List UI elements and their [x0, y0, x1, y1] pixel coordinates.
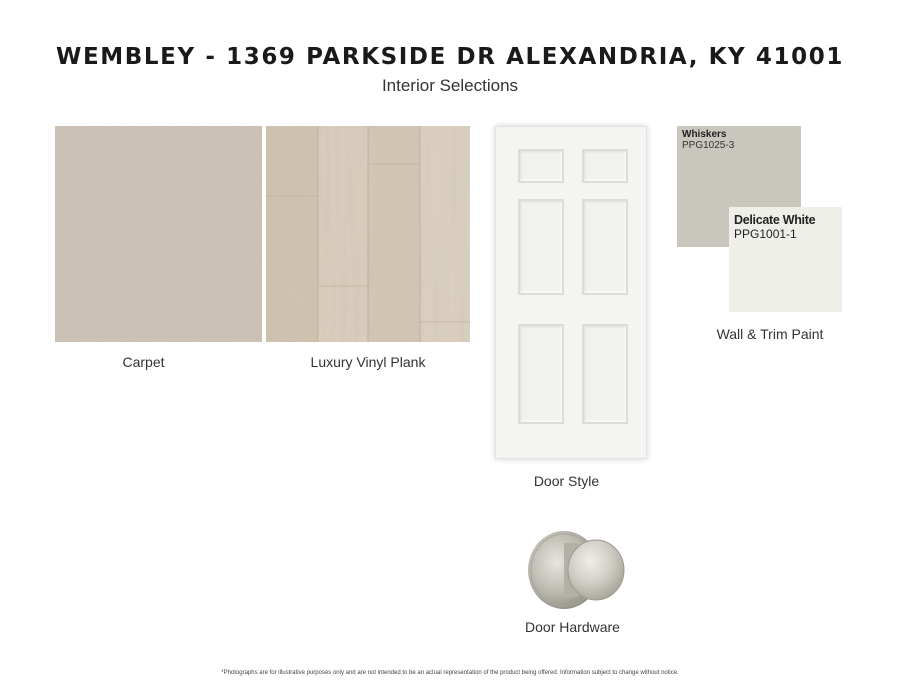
door-style-image: [495, 126, 647, 459]
trim-paint-code: PPG1001-1: [734, 227, 797, 241]
carpet-texture: [55, 126, 262, 342]
door-panel: [518, 324, 564, 424]
trim-paint-name: Delicate White: [734, 213, 816, 227]
disclaimer: *Photographs are for illustrative purposes only and are not intended to be an actual representation of the product being offered. Information subject to change without notice.: [221, 670, 679, 676]
vinyl-plank-swatch: [266, 126, 470, 342]
door-panel: [518, 199, 564, 295]
door-panel: [518, 149, 564, 183]
wall-paint-name: Whiskers: [682, 129, 727, 140]
door-panel: [582, 149, 628, 183]
page-title: WEMBLEY - 1369 PARKSIDE DR ALEXANDRIA, KY 41001: [56, 44, 844, 70]
door-hardware-label: Door Hardware: [525, 619, 620, 635]
door-knob-icon: [526, 529, 628, 611]
page-subtitle: Interior Selections: [381, 76, 519, 95]
carpet-swatch: [55, 126, 262, 342]
door-knob-image: [526, 529, 628, 611]
door-panel: [582, 324, 628, 424]
paint-label: Wall & Trim Paint: [716, 326, 824, 342]
vinyl-plank-label: Luxury Vinyl Plank: [310, 354, 426, 370]
door-style-label: Door Style: [533, 473, 600, 489]
wall-paint-code: PPG1025-3: [682, 140, 735, 151]
wood-grain-texture: [266, 126, 470, 342]
trim-paint-chip: [729, 207, 842, 312]
door-panel: [582, 199, 628, 295]
carpet-label: Carpet: [122, 354, 165, 370]
